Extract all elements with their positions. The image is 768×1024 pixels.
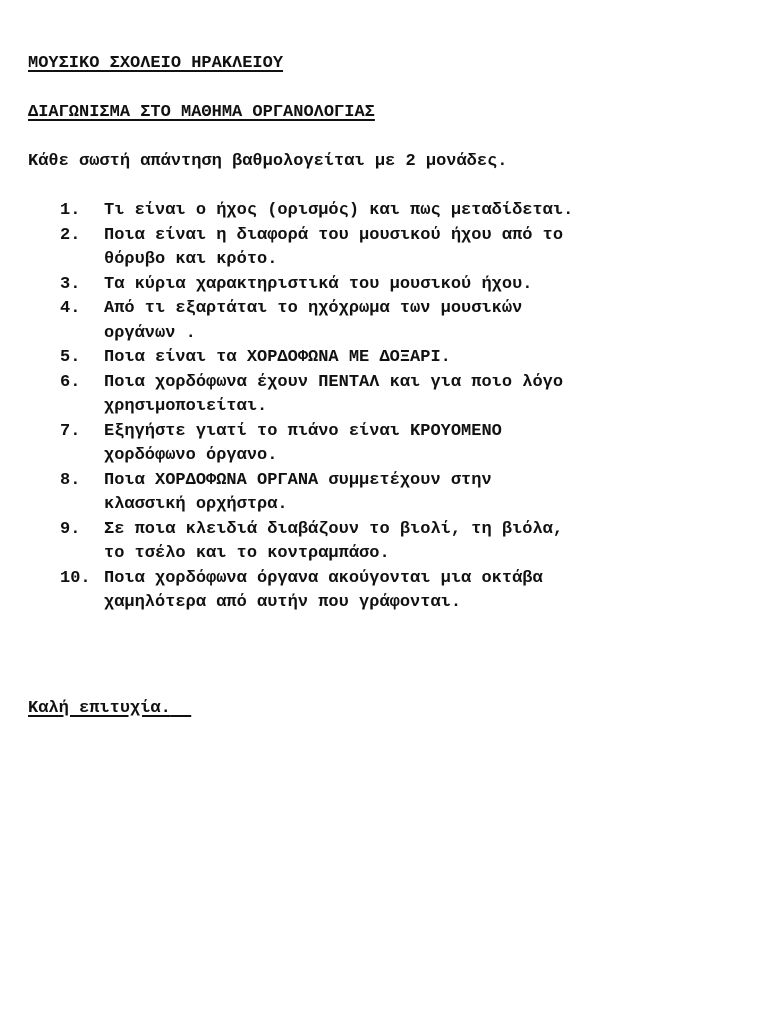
question-item <box>28 297 748 346</box>
question-number: 8. <box>60 470 81 490</box>
question-item <box>28 371 748 420</box>
question-item <box>28 273 748 298</box>
question-text <box>104 346 744 371</box>
question-line: Τα κύρια χαρακτηριστικά του μουσικού ήχου. <box>104 274 533 294</box>
question-line: χρησιμοποιείται. <box>104 397 268 416</box>
question-number: 7. <box>60 421 81 441</box>
question-text <box>104 420 744 469</box>
exam-title: ΔΙΑΓΩΝΙΣΜΑ ΣΤΟ ΜΑΘΗΜΑ ΟΡΓΑΝΟΛΟΓΙΑΣ <box>28 103 375 122</box>
school-title: ΜΟΥΣΙΚΟ ΣΧΟΛΕΙΟ ΗΡΑΚΛΕΙΟΥ <box>28 54 284 73</box>
question-item <box>28 518 748 567</box>
question-line: θόρυβο και κρότο. <box>104 250 278 269</box>
question-line: Εξηγήστε γιατί το πιάνο είναι ΚΡΟΥΟΜΕΝΟ <box>104 421 502 441</box>
question-line: το τσέλο και το κοντραμπάσο. <box>104 544 390 563</box>
question-number: 2. <box>60 225 81 245</box>
question-line: Ποια είναι η διαφορά του μουσικού ήχου από το <box>104 225 564 245</box>
question-line: Ποια είναι τα ΧΟΡΔΟΦΩΝΑ ΜΕ ΔΟΞΑΡΙ. <box>104 348 451 367</box>
question-number: 6. <box>60 372 81 392</box>
question-text <box>104 199 744 224</box>
question-text <box>104 567 744 616</box>
question-text <box>104 224 744 273</box>
closing-text: Καλή επιτυχία. <box>28 699 171 718</box>
question-text <box>104 273 744 298</box>
question-item <box>28 199 748 224</box>
question-text <box>104 518 744 567</box>
question-line: Ποια ΧΟΡΔΟΦΩΝΑ ΟΡΓΑΝΑ συμμετέχουν στην <box>104 470 492 490</box>
question-number: 9. <box>60 519 81 539</box>
question-number: 1. <box>60 201 81 220</box>
question-line: χορδόφωνο όργανο. <box>104 446 278 465</box>
question-item <box>28 469 748 518</box>
question-number: 4. <box>60 299 81 318</box>
question-item <box>28 346 748 371</box>
question-number: 5. <box>60 348 81 367</box>
question-line: Ποια χορδόφωνα όργανα ακούγονται μια οκτάβα <box>104 568 543 588</box>
question-number: 3. <box>60 274 81 294</box>
question-text <box>104 469 744 518</box>
question-line: χαμηλότερα από αυτήν που γράφονται. <box>104 593 462 612</box>
question-item <box>28 567 748 616</box>
question-text <box>104 297 744 346</box>
intro-text: Κάθε σωστή απάντηση βαθμολογείται με 2 μονάδες. <box>28 152 508 171</box>
question-line: Σε ποια κλειδιά διαβάζουν το βιολί, τη βιόλα, <box>104 519 564 539</box>
question-number: 10. <box>60 568 91 588</box>
question-line: Από τι εξαρτάται το ηχόχρωμα των μουσικών <box>104 299 523 318</box>
question-list <box>28 199 748 616</box>
question-line: κλασσική ορχήστρα. <box>104 495 288 514</box>
question-line: Ποια χορδόφωνα έχουν ΠΕΝΤΑΛ και για ποιο λόγο <box>104 372 564 392</box>
question-line: οργάνων . <box>104 323 196 343</box>
question-text <box>104 371 744 420</box>
question-item <box>28 224 748 273</box>
question-line: Τι είναι ο ήχος (ορισμός) και πως μεταδίδεται. <box>104 201 574 220</box>
question-item <box>28 420 748 469</box>
